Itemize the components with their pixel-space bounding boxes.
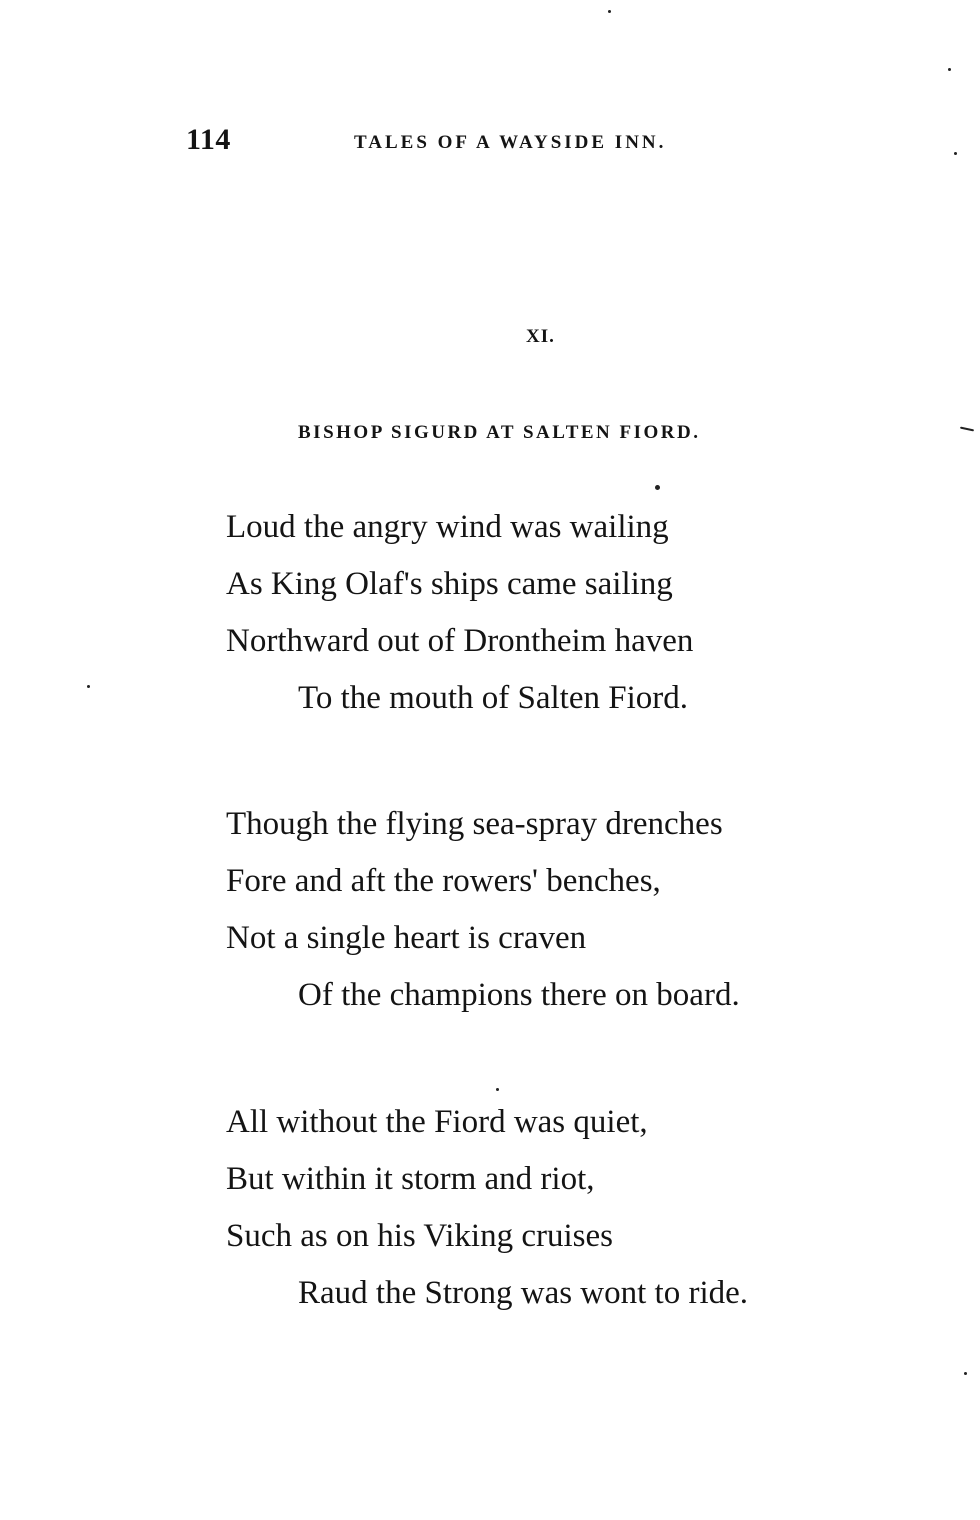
- stanza-1: [226, 505, 866, 733]
- scan-speck: [496, 1088, 499, 1091]
- verse-line: Northward out of Drontheim haven: [226, 623, 694, 659]
- stanza-3: [226, 1100, 866, 1328]
- verse-line: Such as on his Viking cruises: [226, 1218, 613, 1254]
- verse-line: All without the Fiord was quiet,: [226, 1104, 648, 1140]
- scan-speck: [608, 10, 611, 13]
- verse-line: But within it storm and riot,: [226, 1161, 595, 1197]
- scan-speck: [964, 1372, 967, 1375]
- verse-line: Fore and aft the rowers' benches,: [226, 863, 661, 899]
- verse-line: Not a single heart is craven: [226, 920, 587, 956]
- scan-speck: [954, 152, 957, 155]
- verse-line: To the mouth of Salten Fiord.: [298, 680, 688, 716]
- verse-line: As King Olaf's ships came sailing: [226, 566, 673, 602]
- scan-speck: [655, 485, 660, 490]
- scan-speck: [960, 427, 974, 432]
- verse-line: Though the flying sea-spray drenches: [226, 806, 723, 842]
- section-title: BISHOP SIGURD AT SALTEN FIORD.: [298, 422, 701, 443]
- verse-line: Raud the Strong was wont to ride.: [298, 1275, 749, 1311]
- section-number: XI.: [526, 326, 555, 347]
- stanza-2: [226, 802, 866, 1030]
- scan-speck: [948, 68, 951, 71]
- scan-speck: [87, 685, 90, 688]
- running-title: TALES OF A WAYSIDE INN.: [354, 132, 667, 153]
- verse-line: Loud the angry wind was wailing: [226, 509, 669, 545]
- verse-line: Of the champions there on board.: [298, 977, 740, 1013]
- page-number: 114: [186, 123, 231, 156]
